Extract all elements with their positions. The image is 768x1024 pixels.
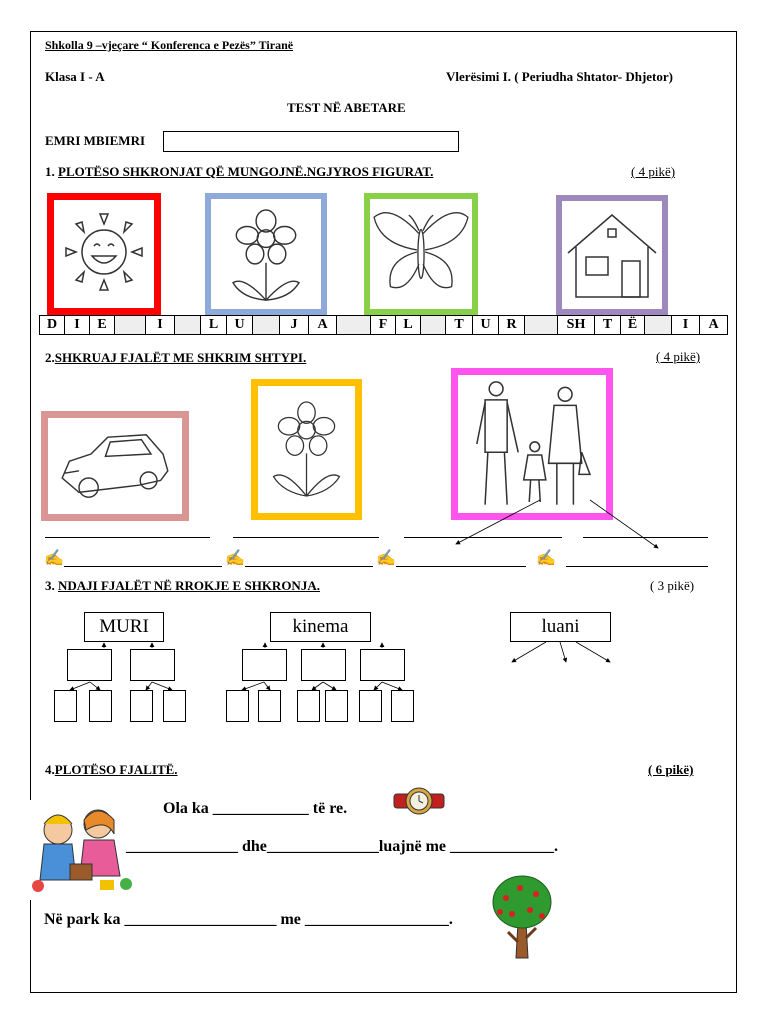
tree-icon	[490, 872, 554, 962]
letter-cell: A	[708, 317, 719, 332]
pencil-icon: ✍	[225, 550, 245, 567]
letter-box[interactable]	[163, 690, 186, 722]
letter-cell: L	[201, 316, 227, 334]
letter-cell: E	[90, 316, 115, 334]
section1-points: ( 4 pikë)	[631, 164, 676, 179]
pencil-icon: ✍	[376, 550, 396, 567]
missing-letter-cell[interactable]	[645, 316, 672, 334]
blank-2c[interactable]: _____________.	[450, 838, 559, 855]
page-title: TEST NË ABETARE	[287, 100, 406, 115]
sun-picture	[47, 193, 161, 315]
car-icon	[48, 418, 182, 514]
answer-line[interactable]	[404, 537, 562, 538]
missing-letter-cell[interactable]	[337, 316, 371, 334]
syllable-box[interactable]	[67, 649, 112, 681]
letter-cell: Ë	[621, 316, 645, 334]
letter-cell: I	[65, 316, 90, 334]
blank-3a[interactable]: ___________________	[124, 911, 277, 928]
house-picture	[556, 195, 668, 315]
butterfly-icon	[370, 199, 472, 309]
sun-icon	[54, 200, 154, 308]
section3-heading: 3. NDAJI FJALËT NË RROKJE E SHKRONJA.	[45, 578, 320, 593]
blank-2b[interactable]: ______________	[266, 838, 379, 855]
letter-box[interactable]	[54, 690, 77, 722]
sentence-3: Në park ka ___________________ me __________________.	[44, 911, 453, 928]
letter-cell: U	[227, 316, 253, 334]
letter-box[interactable]	[89, 690, 112, 722]
car-picture	[41, 411, 189, 521]
letter-cell: A	[309, 316, 337, 334]
letter-cell: T	[446, 316, 473, 334]
house-icon	[562, 201, 662, 309]
section2-points: ( 4 pikë)	[656, 349, 701, 364]
class-label: Klasa I - A	[45, 69, 105, 84]
missing-letter-cell[interactable]	[253, 316, 280, 334]
sentence-1: Ola ka ____________ të re.	[163, 800, 348, 817]
name-field[interactable]	[163, 131, 459, 152]
letter-cell: SH	[558, 316, 595, 334]
assessment-label: Vlerësimi I. ( Periudha Shtator- Dhjetor)	[446, 69, 673, 84]
letter-cell: J	[280, 316, 309, 334]
letter-box[interactable]	[297, 690, 320, 722]
answer-line[interactable]	[566, 566, 708, 567]
family-icon	[458, 375, 606, 513]
flower-icon	[211, 199, 321, 309]
word-box-luani: luani	[510, 612, 611, 642]
syllable-box[interactable]	[242, 649, 287, 681]
children-icon	[30, 800, 140, 900]
watch-icon	[392, 784, 446, 818]
missing-letter-cell[interactable]	[421, 316, 446, 334]
sentence-2: ______________ dhe______________luajnë me _____________.	[126, 838, 559, 855]
missing-letter-cell[interactable]	[525, 316, 558, 334]
family-picture	[451, 368, 613, 520]
section1-heading: 1. PLOTËSO SHKRONJAT QË MUNGOJNË.NGJYROS FIGURAT.	[45, 164, 434, 179]
letter-cell: R	[499, 316, 525, 334]
letter-cell: L	[396, 316, 421, 334]
answer-line[interactable]	[45, 537, 210, 538]
word-box-muri: MURI	[84, 612, 164, 642]
letter-box[interactable]	[391, 690, 414, 722]
letter-box[interactable]	[359, 690, 382, 722]
letter-box[interactable]	[226, 690, 249, 722]
apple-tree-picture	[490, 872, 554, 962]
butterfly-picture	[364, 193, 478, 315]
watch-picture	[392, 784, 446, 818]
letter-cell: U	[473, 316, 499, 334]
pencil-icon: ✍	[536, 550, 556, 567]
section4-heading: 4.PLOTËSO FJALITË.	[45, 762, 178, 777]
word-box-kinema: kinema	[270, 612, 371, 642]
children-picture	[30, 800, 140, 900]
section2-heading: 2.SHKRUAJ FJALËT ME SHKRIM SHTYPI.	[45, 350, 307, 365]
section4-points: ( 6 pikë)	[648, 762, 694, 777]
answer-line[interactable]	[64, 566, 222, 567]
answer-line[interactable]	[583, 537, 708, 538]
missing-letter-cell[interactable]	[175, 316, 201, 334]
section3-points: ( 3 pikë)	[650, 578, 695, 593]
pencil-icon: ✍	[44, 550, 64, 567]
letter-box[interactable]	[325, 690, 348, 722]
flower-picture-2	[251, 379, 362, 520]
school-name: Shkolla 9 –vjeçare “ Konferenca e Pezës” Tiranë	[45, 38, 294, 52]
blank-1[interactable]: ____________	[212, 800, 309, 817]
blank-2a[interactable]: ______________	[126, 838, 238, 855]
letter-cell: T	[595, 316, 621, 334]
flower-picture	[205, 193, 327, 315]
answer-line[interactable]	[245, 566, 373, 567]
letter-cell: I	[672, 316, 700, 334]
answer-line[interactable]	[233, 537, 379, 538]
syllable-box[interactable]	[130, 649, 175, 681]
missing-letter-cell[interactable]	[115, 316, 146, 334]
letter-box[interactable]	[258, 690, 281, 722]
syllable-box[interactable]	[360, 649, 405, 681]
answer-line[interactable]	[396, 566, 526, 567]
letter-box[interactable]	[130, 690, 153, 722]
letter-cell: D	[40, 316, 65, 334]
letter-cell: I	[146, 316, 175, 334]
flower-icon	[258, 386, 355, 513]
name-label: EMRI MBIEMRI	[45, 133, 146, 148]
letter-cell: F	[371, 316, 396, 334]
letter-row	[39, 315, 728, 335]
blank-3b[interactable]: __________________.	[304, 911, 453, 928]
syllable-box[interactable]	[301, 649, 346, 681]
